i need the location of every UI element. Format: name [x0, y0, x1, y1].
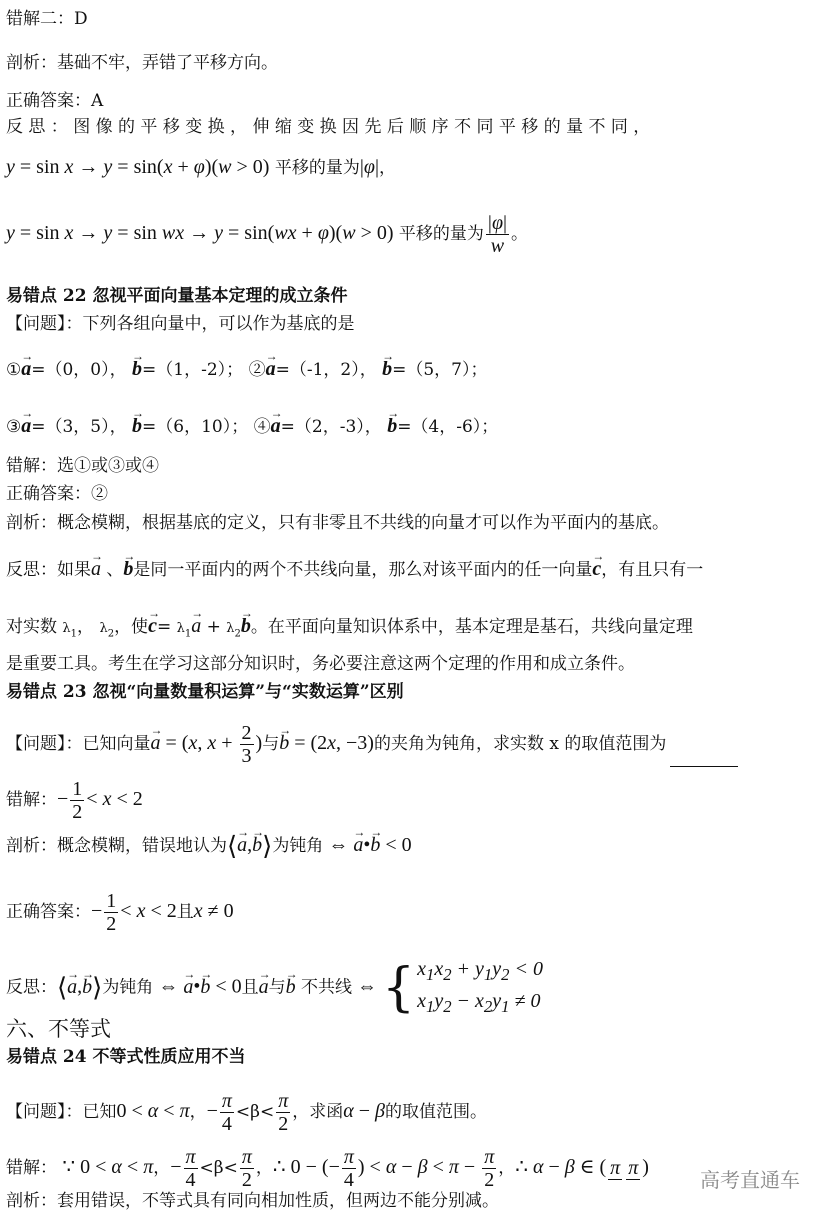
formula-shift-2: y = sin x → y = sin wx → y = sin(wx + φ)(w > 0) 平移的量为 $\frac{|\varphi|}{w}$ 。	[6, 212, 529, 257]
reflection-line: 反 思 ： 图 像 的 平 移 变 换 ， 伸 缩 变 换 因 先 后 顺 序 不 同 平 移 的 量 不 同 ，	[6, 117, 651, 137]
formula-shift-1: y = sin x → y = sin(x + φ)(w > 0) 平移的量为|φ|，	[6, 156, 396, 178]
vector-groups-2: ③→ a=（3，5）， → b=（6，10）； ④→ a=（2，-3）， → b=（4，-6）；	[6, 415, 498, 438]
heading-23: 易错点 23 忽视“向量数量积运算”与“实数运算”区别	[6, 682, 404, 702]
correct-answer-23: 正确答案：− $\frac{1}{2}$ < x < 2且x ≠ 0	[6, 890, 234, 935]
analysis-23: 剖析：概念模糊，错误地认为⟨→ a,→ b⟩为钝角 ⇔ → a•→ b < 0	[6, 834, 412, 858]
wrong-answer-2: 错解二：D	[6, 9, 88, 29]
reflection-22b: 对实数 $\lambda_1$， $\lambda_2$，使→ $c= \lambda_1\to a + \lambda_2\to b$。在平面向量知识体系中，基本定理是基石，共线向量定理	[6, 615, 693, 645]
reflection-22a: 反思：如果→ a 、→ b是同一平面内的两个不共线向量，那么对该平面内的任一向量→ c，有且只有一	[6, 558, 703, 581]
heading-24: 易错点 24 不等式性质应用不当	[6, 1047, 246, 1067]
watermark: 高考直通车	[700, 1168, 800, 1192]
correct-answer-line: 正确答案：A	[6, 91, 104, 111]
wrong-answer-23: 错解：− $\frac{1}{2}$ < x < 2	[6, 778, 143, 823]
analysis-22: 剖析：概念模糊，根据基底的定义，只有非零且不共线的向量才可以作为平面内的基底。	[6, 513, 669, 533]
correct-answer-22: 正确答案：②	[6, 484, 108, 504]
analysis-24: 剖析：套用错误，不等式具有同向相加性质，但两边不能分别减。	[6, 1191, 499, 1211]
section-6-title: 六、不等式	[6, 1017, 111, 1041]
reflection-22c: 是重要工具。考生在学习这部分知识时，务必要注意这两个定理的作用和成立条件。	[6, 654, 635, 674]
question-24: 【问题】：已知0 < α < π，− $\frac{\pi}{4}$ <β< $\frac{\pi}{2}$ ，求函α − β的取值范围。	[6, 1090, 488, 1135]
question-23: 【问题】：已知向量→ a = (x, x + $\frac{2}{3}$ )与→ b = (2x, −3)的夹角为钝角，求实数 x 的取值范围为	[6, 722, 738, 767]
analysis-line: 剖析：基础不牢，弄错了平移方向。	[6, 53, 278, 73]
wrong-answer-22: 错解：选①或③或④	[6, 456, 159, 476]
vector-groups-1: ①→ a=（0，0）， → b=（1，-2）； ②→ a=（-1，2）， → b=（5，7）；	[6, 358, 488, 381]
reflection-23: 反思：⟨→ a,→ b⟩为钝角 ⇔ → a•→ b < 0且→ a与→ b 不共线 ⇔ { $x_1x_2 + y_1y_2 < 0$ $x_1y_2 - x_2y_1 \ne 0$	[6, 956, 543, 1020]
heading-22: 易错点 22 忽视平面向量基本定理的成立条件	[6, 286, 348, 306]
wrong-answer-24: 错解： ∵ 0 < α < π，− $\frac{\pi}{4}$ <β< $\frac{\pi}{2}$ ，∴ 0 − (− $\frac{\pi}{4}$ ) < α − β < π − $\frac{\pi}{2}$ ，∴ α − β ∈ ( π π )	[6, 1146, 649, 1191]
question-22: 【问题】：下列各组向量中，可以作为基底的是	[6, 314, 355, 334]
